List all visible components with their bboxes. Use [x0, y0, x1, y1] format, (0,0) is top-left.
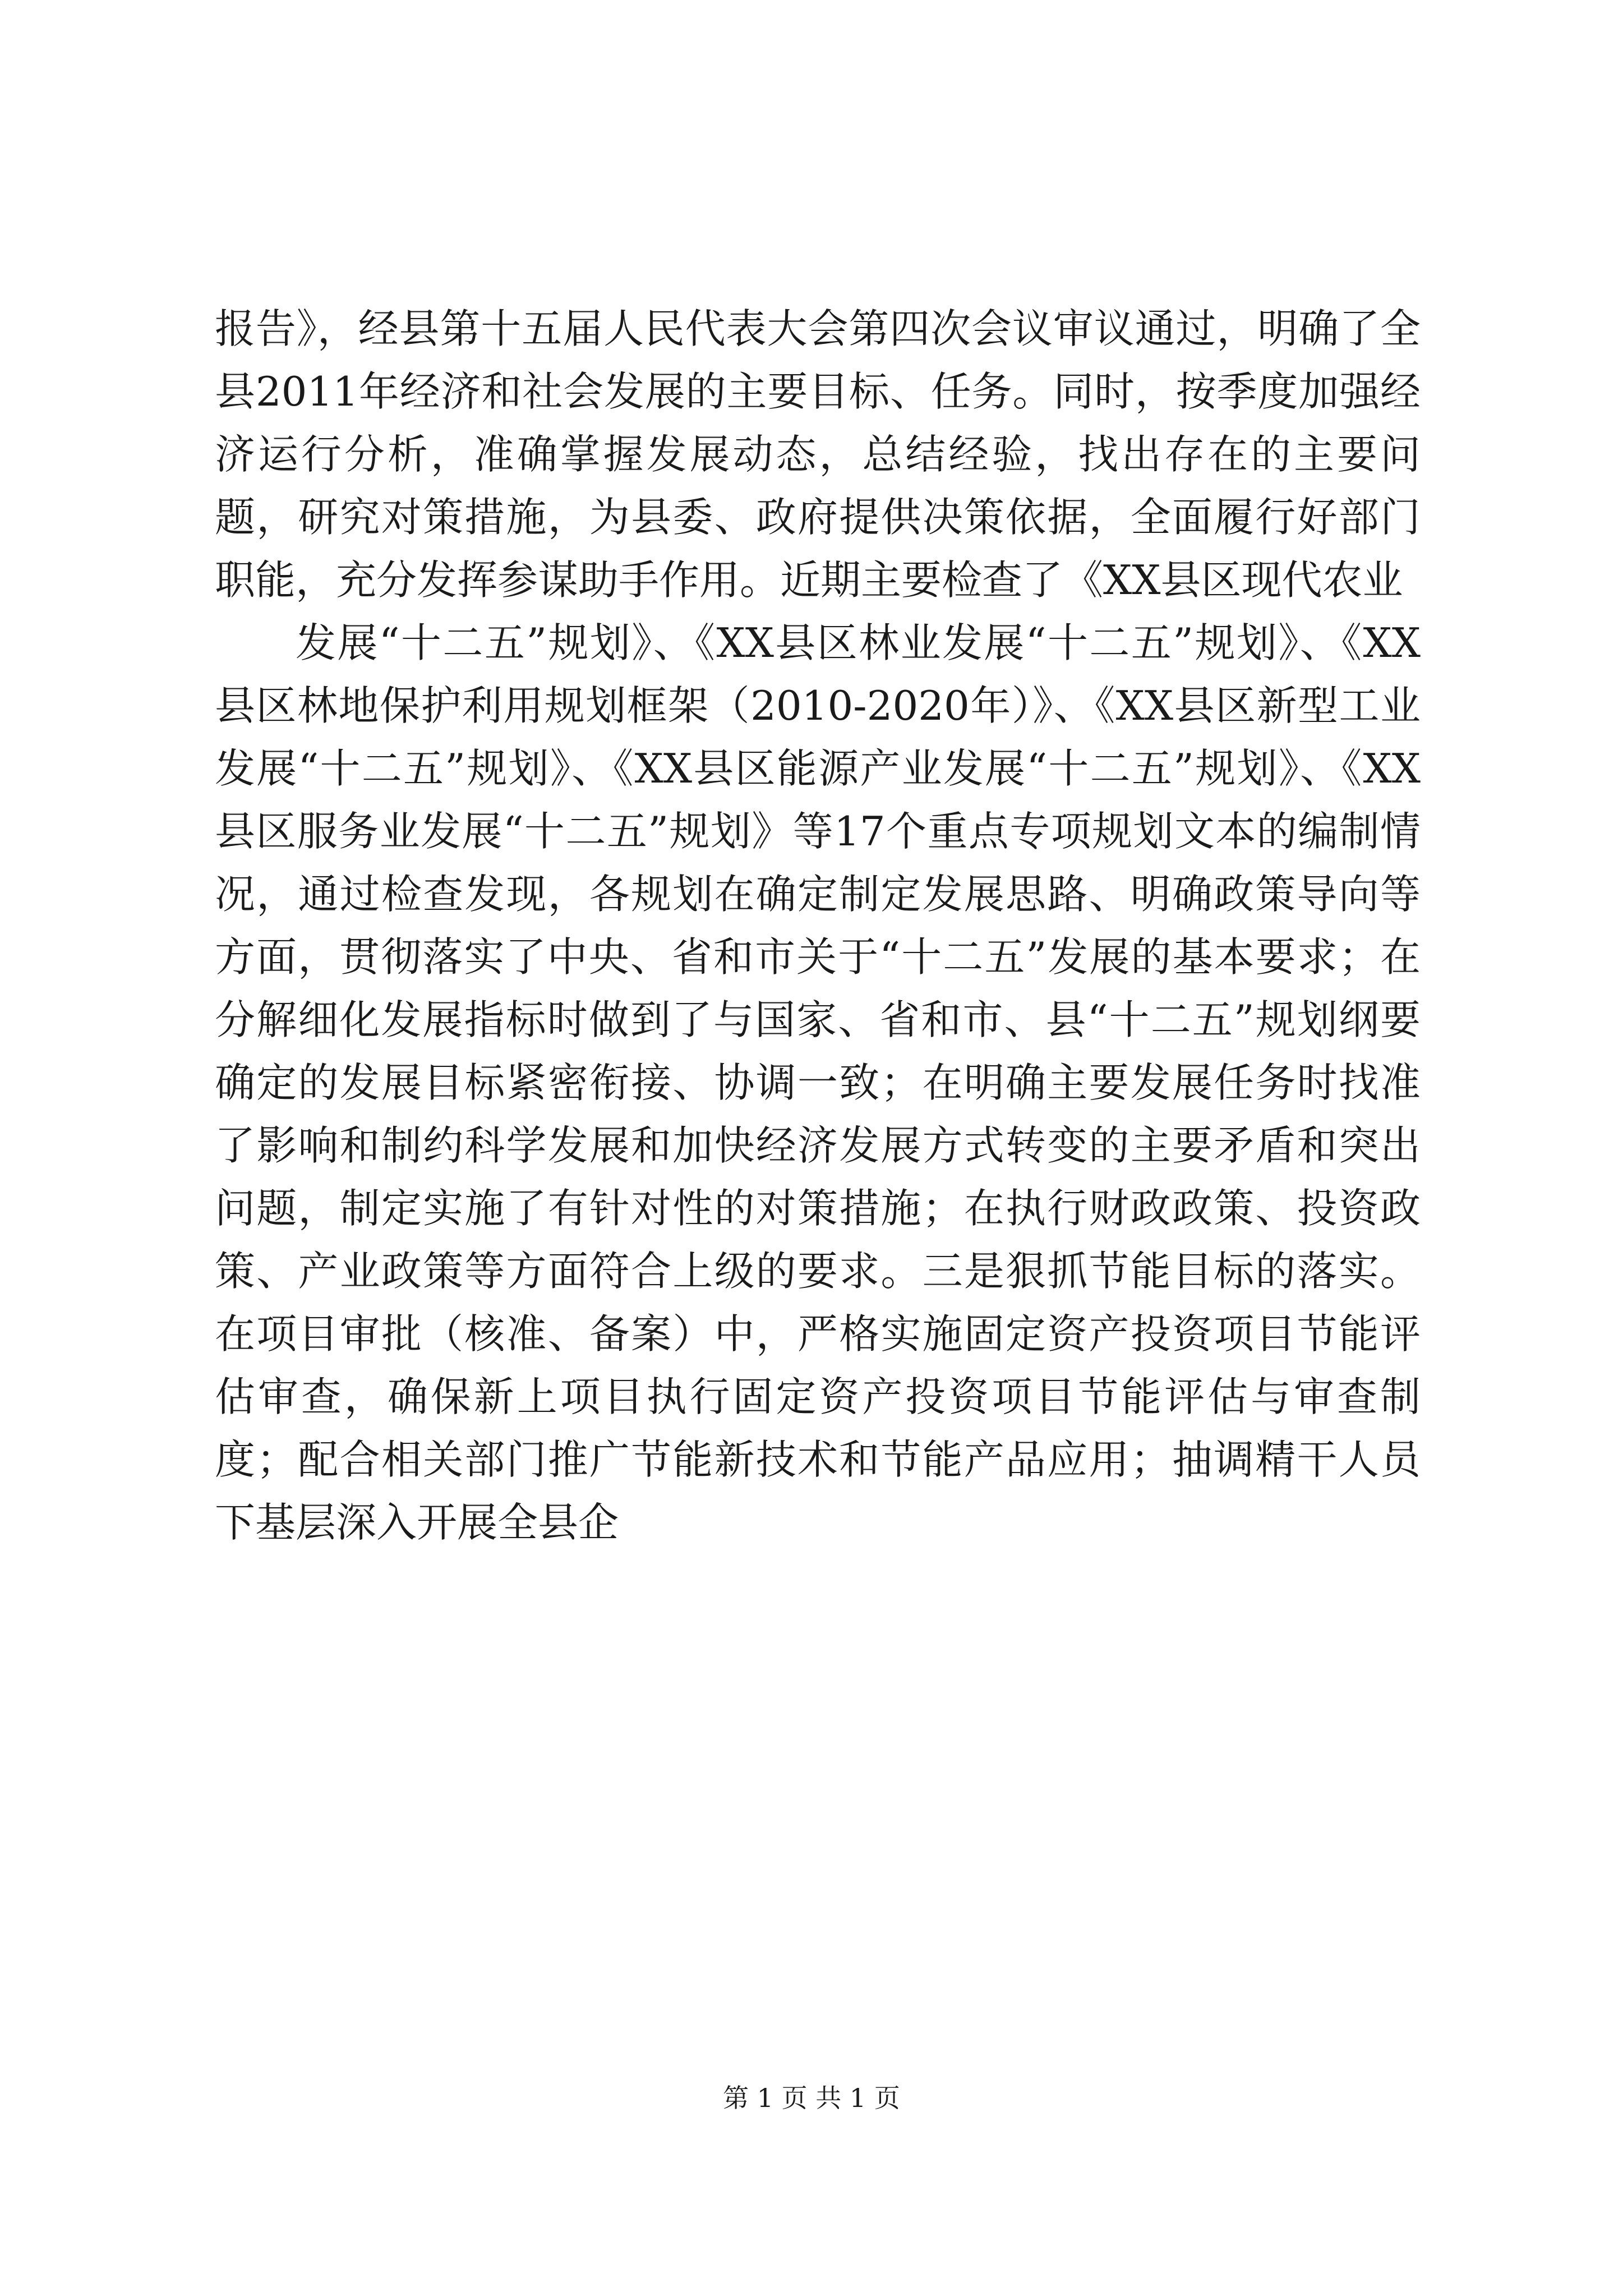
paragraph-1: 报告》，经县第十五届人民代表大会第四次会议审议通过，明确了全县2011年经济和社会发展的主要目标、任务。同时，按季度加强经济运行分析，准确掌握发展动态，总结经验，找出存在的主要问题，研究对策措施，为县委、政府提供决策依据，全面履行好部门职能，充分发挥参谋助手作用。近期主要检查了《XX县区现代农业 [215, 305, 1421, 604]
page-footer: 第 1 页 共 1 页 [723, 2083, 900, 2113]
document-body [215, 297, 1421, 1554]
paragraph-2: 发展“十二五”规划》、《XX县区林业发展“十二五”规划》、《XX县区林地保护利用规划框架（2010-2020年）》、《XX县区新型工业发展“十二五”规划》、《XX县区能源产业发展“十二五”规划》、《XX县区服务业发展“十二五”规划》等17个重点专项规划文本的编制情况，通过检查发现，各规划在确定制定发展思路、明确政策导向等方面，贯彻落实了中央、省和市关于“十二五”发展的基本要求；在分解细化发展指标时做到了与国家、省和市、县“十二五”规划纲要确定的发展目标紧密衔接、协调一致；在明确主要发展任务时找准了影响和制约科学发展和加快经济发展方式转变的主要矛盾和突出问题，制定实施了有针对性的对策措施；在执行财政政策、投资政策、产业政策等方面符合上级的要求。三是狠抓节能目标的落实。在项目审批（核准、备案）中，严格实施固定资产投资项目节能评估审查，确保新上项目执行固定资产投资项目节能评估与审查制度；配合相关部门推广节能新技术和节能产品应用；抽调精干人员下基层深入开展全县企 [215, 619, 1421, 1546]
